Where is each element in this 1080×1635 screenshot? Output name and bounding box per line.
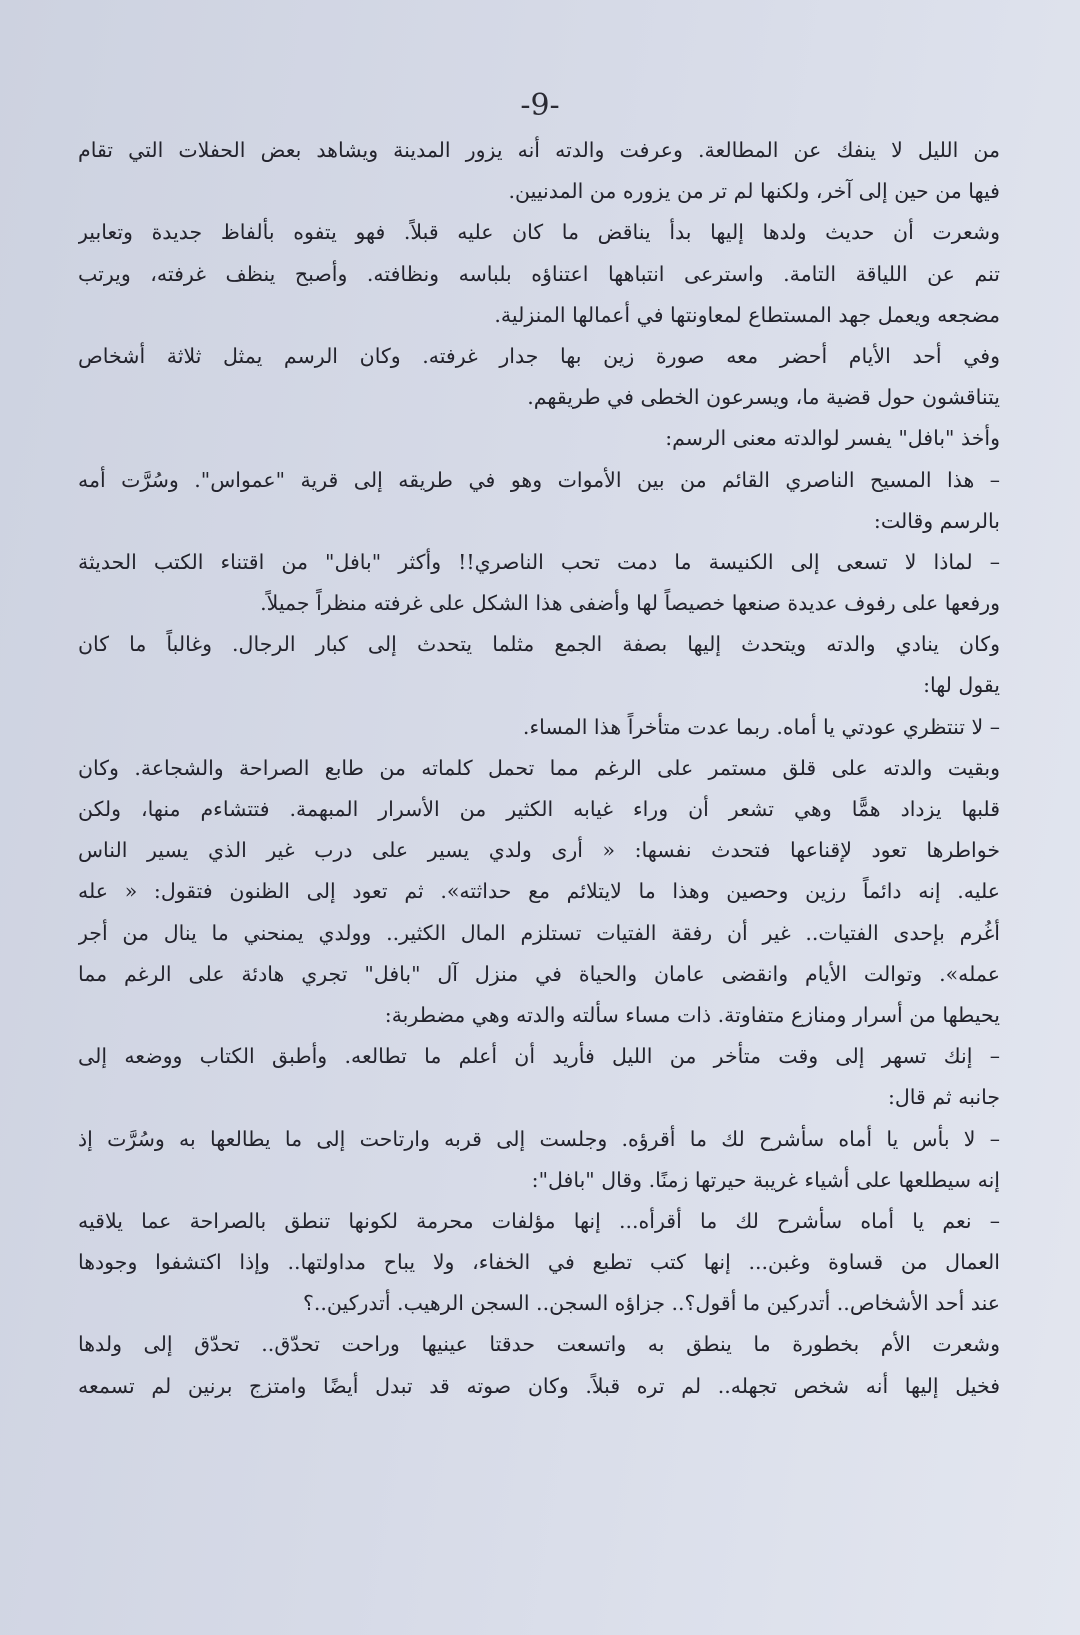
text-line: وأخذ "بافل" يفسر لوالدته معنى الرسم: bbox=[665, 426, 1000, 451]
page-number: -9- bbox=[520, 88, 560, 123]
text-line: جانبه ثم قال: bbox=[887, 1085, 1000, 1110]
text-line: – نعم يا أماه سأشرح لك ما أقرأه... إنها مؤلفات محرمة لكونها تنطق بالصراحة عما يلاقيه bbox=[78, 1208, 1000, 1233]
text-line: قلبها يزداد همًّا وهي تشعر أن وراء غيابه الكثير من الأسرار المبهمة. فتتشاءم منها، ولكن bbox=[78, 797, 1000, 821]
body-text bbox=[78, 130, 1000, 1407]
text-line: عمله». وتوالت الأيام وانقضى عامان والحياة في منزل آل "بافل" تجري هادئة على الرغم مما bbox=[78, 961, 1000, 986]
text-line: يحيطها من أسرار ومنازع متفاوتة. ذات مساء سألته والدته وهي مضطربة: bbox=[384, 1002, 1000, 1027]
text-line: بالرسم وقالت: bbox=[873, 508, 1000, 533]
text-line: خواطرها تعود لإقناعها فتحدث نفسها: « أرى ولدي يسير على درب غير الذي يسير الناس bbox=[78, 838, 1000, 863]
text-line: يتناقشون حول قضية ما، ويسرعون الخطى في طريقهم. bbox=[527, 385, 1000, 410]
text-line: فيها من حين إلى آخر، ولكنها لم تر من يزوره من المدنيين. bbox=[508, 179, 1000, 204]
text-line: العمال من قساوة وغبن... إنها كتب تطبع في الخفاء، ولا يباح مداولتها.. وإذا اكتشفوا وجودها bbox=[78, 1250, 1000, 1275]
text-line: عند أحد الأشخاص.. أتدركين ما أقول؟.. جزاؤه السجن.. السجن الرهيب. أتدركين..؟ bbox=[303, 1291, 1000, 1316]
text-line: وكان ينادي والدته ويتحدث إليها بصفة الجمع مثلما يتحدث إلى كبار الرجال. وغالباً ما كان bbox=[78, 632, 1000, 657]
text-line: وشعرت أن حديث ولدها إليها بدأ يناقض ما كان عليه قبلاً. فهو يتفوه بألفاظ جديدة وتعابير bbox=[78, 220, 1000, 245]
text-line: يقول لها: bbox=[923, 673, 1000, 698]
text-line: عليه. إنه دائماً رزين وحصين وهذا ما لايتلائم مع حداثته». ثم تعود إلى الظنون فتقول: « عله bbox=[78, 879, 1000, 904]
text-line: تنم عن اللياقة التامة. واسترعى انتباهها اعتناؤه بلباسه ونظافته. وأصبح ينظف غرفته، ويرتب bbox=[78, 261, 1000, 286]
text-line: إنه سيطلعها على أشياء غريبة حيرتها زمنًا. وقال "بافل": bbox=[531, 1167, 1000, 1192]
text-line: – لماذا لا تسعى إلى الكنيسة ما دمت تحب الناصري!! وأكثر "بافل" من اقتناء الكتب الحديثة bbox=[78, 549, 1000, 574]
text-line: – لا تنتظري عودتي يا أماه. ربما عدت متأخراً هذا المساء. bbox=[522, 714, 1000, 739]
text-line: أغُرم بإحدى الفتيات.. غير أن رفقة الفتيات تستلزم المال الكثير.. وولدي يمنحني ما ينال من أجر bbox=[78, 920, 1000, 945]
text-line: وفي أحد الأيام أحضر معه صورة زين بها جدار غرفته. وكان الرسم يمثل ثلاثة أشخاص bbox=[78, 343, 1000, 368]
text-line: – لا بأس يا أماه سأشرح لك ما أقرؤه. وجلست إلى قربه وارتاحت إلى ما يطالعها به وسُرَّت إذ bbox=[78, 1126, 1000, 1151]
text-line: وشعرت الأم بخطورة ما ينطق به واتسعت حدقتا عينيها وراحت تحدّق.. تحدّق إلى ولدها bbox=[78, 1332, 1000, 1357]
text-line: ورفعها على رفوف عديدة صنعها خصيصاً لها وأضفى هذا الشكل على غرفته منظراً جميلاً. bbox=[260, 591, 1000, 616]
text-line: – إنك تسهر إلى وقت متأخر من الليل فأريد أن أعلم ما تطالعه. وأطبق الكتاب ووضعه إلى bbox=[78, 1044, 1000, 1069]
text-line: فخيل إليها أنه شخص تجهله.. لم تره قبلاً. وكان صوته قد تبدل أيضًا وامتزج برنين لم تسمعه bbox=[78, 1373, 1000, 1398]
text-line: مضجعه ويعمل جهد المستطاع لمعاونتها في أعمالها المنزلية. bbox=[494, 302, 1000, 327]
text-line: من الليل لا ينفك عن المطالعة. وعرفت والدته أنه يزور المدينة ويشاهد بعض الحفلات التي تقام bbox=[78, 138, 1000, 162]
text-line: – هذا المسيح الناصري القائم من بين الأموات وهو في طريقه إلى قرية "عمواس". وسُرَّت أمه bbox=[78, 467, 1000, 492]
text-line: وبقيت والدته على قلق مستمر على الرغم مما تحمل كلماته من طابع الصراحة والشجاعة. وكان bbox=[78, 755, 1000, 780]
